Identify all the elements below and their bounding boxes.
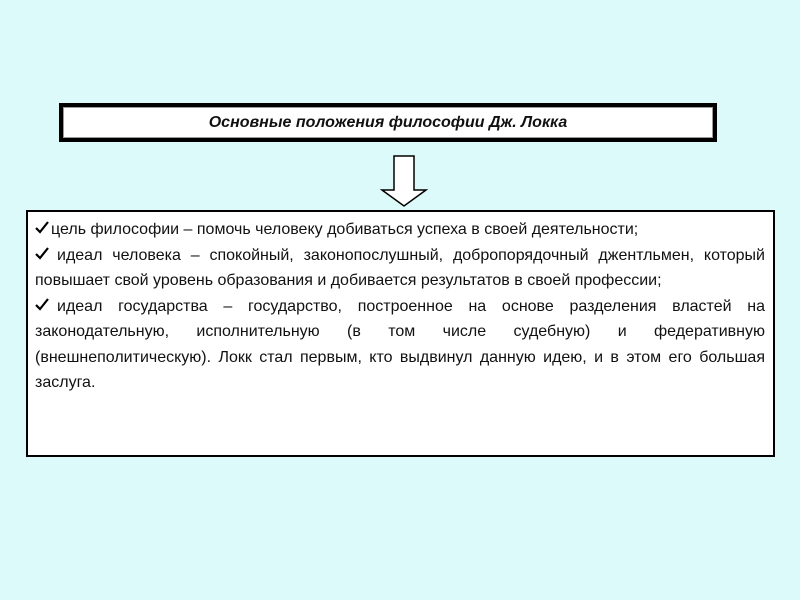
list-item <box>35 217 765 243</box>
checkmark-icon <box>35 247 49 260</box>
list-item-text: цель философии – помочь человеку добиваться успеха в своей деятельности; <box>51 221 639 238</box>
checkmark-icon <box>35 221 49 234</box>
list-item <box>35 243 765 294</box>
checkmark-icon <box>35 298 49 311</box>
down-arrow-icon <box>380 154 428 208</box>
title-box <box>59 103 717 142</box>
list-item-text: идеал человека – спокойный, законопослушный, добропорядочный джентльмен, который повышает свой уровень образования и добивается результатов в своей профессии; <box>35 246 765 289</box>
content-box <box>26 210 775 457</box>
slide-title: Основные положения философии Дж. Локка <box>208 113 568 131</box>
list-item-text: идеал государства – государство, построенное на основе разделения властей на законодательную, исполнительную (в том числе судебную) и федеративную (внешнеполитическую). Локк стал первым, кто выдвинул данную идею, и в этом его большая заслуга. <box>35 297 765 391</box>
list-item <box>35 294 765 396</box>
